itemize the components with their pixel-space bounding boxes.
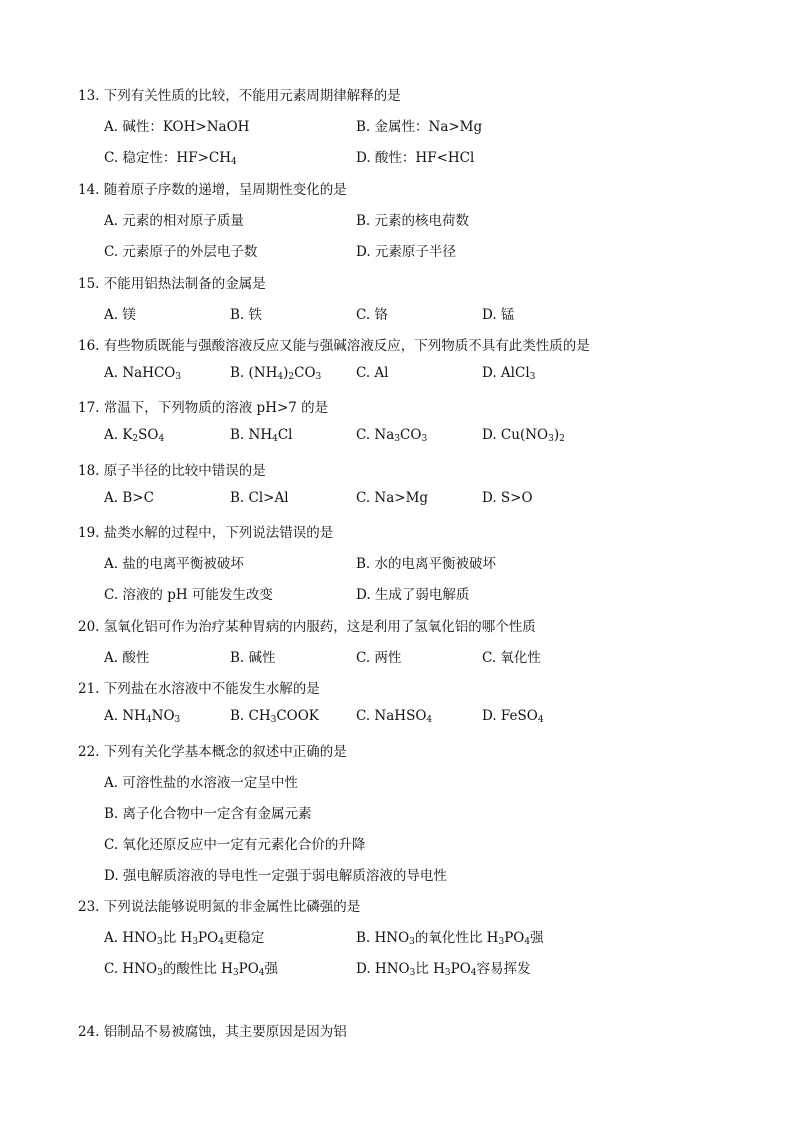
option-d[interactable]: D. AlCl$_3$	[482, 365, 536, 382]
option-d[interactable]: C. 氧化性	[482, 650, 541, 666]
option-b[interactable]: B. 铁	[230, 307, 263, 323]
option-row	[0, 490, 794, 508]
option-row	[0, 926, 794, 947]
option-row	[0, 771, 794, 789]
option-c[interactable]: C. $HNO_3$的酸性比 $H_3PO_4$强	[104, 961, 279, 978]
option-row	[0, 303, 794, 321]
option-b[interactable]: B. $(NH_4)_2CO_3$	[230, 365, 322, 382]
question-stem: 13. 下列有关性质的比较，不能用元素周期律解释的是	[78, 88, 401, 104]
option-b[interactable]: B. 元素的核电荷数	[356, 213, 470, 229]
option-row	[0, 802, 794, 820]
option-d[interactable]: D. 强电解质溶液的导电性一定强于弱电解质溶液的导电性	[104, 868, 447, 884]
option-c[interactable]: C. 溶液的 pH 可能发生改变	[104, 587, 273, 603]
question-stem: 20. 氢氧化铝可作为治疗某种胃病的内服药，这是利用了氢氧化铝的哪个性质	[78, 619, 536, 635]
option-row	[0, 957, 794, 978]
option-c[interactable]: C. $Na_3CO_3$	[356, 427, 428, 444]
option-a[interactable]: A. 盐的电离平衡被破坏	[104, 556, 244, 572]
option-row	[0, 115, 794, 133]
option-c[interactable]: C. 元素原子的外层电子数	[104, 244, 258, 260]
option-row	[0, 240, 794, 258]
option-row	[0, 833, 794, 851]
option-c[interactable]: C. 两性	[356, 650, 402, 666]
option-b[interactable]: B. 金属性：Na>Mg	[356, 119, 483, 135]
option-row	[0, 583, 794, 601]
question-stem: 23. 下列说法能够说明氮的非金属性比磷强的是	[78, 899, 361, 915]
option-a[interactable]: A. 酸性	[104, 650, 150, 666]
option-a[interactable]: A. NaHCO$_3$	[104, 365, 182, 382]
option-a[interactable]: A. 可溶性盐的水溶液一定呈中性	[104, 775, 298, 791]
question-stem: 19. 盐类水解的过程中，下列说法错误的是	[78, 525, 334, 541]
option-a[interactable]: A. $HNO_3$比 $H_3PO_4$更稳定	[104, 930, 265, 947]
option-a[interactable]: A. 镁	[104, 307, 136, 323]
option-d[interactable]: D. FeSO$_4$	[482, 708, 544, 725]
option-a[interactable]: A. $NH_4NO_3$	[104, 708, 181, 725]
option-row	[0, 427, 794, 445]
option-c[interactable]: C. Na>Mg	[356, 490, 429, 506]
option-d[interactable]: D. $HNO_3$比 $H_3PO_4$容易挥发	[356, 961, 531, 978]
option-row	[0, 864, 794, 882]
option-row	[0, 646, 794, 664]
option-b[interactable]: B. Cl>Al	[230, 490, 289, 506]
option-row	[0, 708, 794, 726]
option-row	[0, 209, 794, 227]
option-c[interactable]: C. 稳定性：$HF>CH_4$	[104, 150, 237, 167]
option-b[interactable]: B. 离子化合物中一定含有金属元素	[104, 806, 312, 822]
option-a[interactable]: A. 元素的相对原子质量	[104, 213, 244, 229]
option-d[interactable]: D. 元素原子半径	[356, 244, 456, 260]
option-a[interactable]: A. $K_2SO_4$	[104, 427, 165, 444]
option-d[interactable]: D. 锰	[482, 307, 515, 323]
option-b[interactable]: B. 水的电离平衡被破坏	[356, 556, 497, 572]
option-b[interactable]: B. $CH_3COOK$	[230, 708, 319, 725]
option-d[interactable]: D. $Cu(NO_3)_2$	[482, 427, 565, 444]
option-row	[0, 146, 794, 167]
question-stem: 21. 下列盐在水溶液中不能发生水解的是	[78, 681, 320, 697]
option-b[interactable]: B. 碱性	[230, 650, 276, 666]
question-stem: 24. 铝制品不易被腐蚀，其主要原因是因为铝	[78, 1024, 347, 1040]
option-a[interactable]: A. B>C	[104, 490, 154, 506]
question-stem: 18. 原子半径的比较中错误的是	[78, 463, 266, 479]
question-stem: 14. 随着原子序数的递增，呈周期性变化的是	[78, 182, 347, 198]
option-row	[0, 365, 794, 383]
option-d[interactable]: D. S>O	[482, 490, 533, 506]
question-stem: 17. 常温下，下列物质的溶液 pH>7 的是	[78, 400, 329, 416]
question-stem: 15. 不能用铝热法制备的金属是	[78, 276, 266, 292]
option-c[interactable]: C. NaHSO$_4$	[356, 708, 433, 725]
option-c[interactable]: C. Al	[356, 365, 389, 381]
option-b[interactable]: B. $NH_4Cl$	[230, 427, 293, 444]
question-stem: 16. 有些物质既能与强酸溶液反应又能与强碱溶液反应，下列物质不具有此类性质的是	[78, 338, 590, 354]
option-b[interactable]: B. $HNO_3$的氧化性比 $H_3PO_4$强	[356, 930, 544, 947]
option-c[interactable]: C. 氧化还原反应中一定有元素化合价的升降	[104, 837, 366, 853]
question-stem: 22. 下列有关化学基本概念的叙述中正确的是	[78, 744, 347, 760]
option-d[interactable]: D. 生成了弱电解质	[356, 587, 470, 603]
option-c[interactable]: C. 铬	[356, 307, 388, 323]
option-d[interactable]: D. 酸性：HF<HCl	[356, 150, 475, 166]
option-a[interactable]: A. 碱性：KOH>NaOH	[104, 119, 250, 135]
option-row	[0, 552, 794, 570]
